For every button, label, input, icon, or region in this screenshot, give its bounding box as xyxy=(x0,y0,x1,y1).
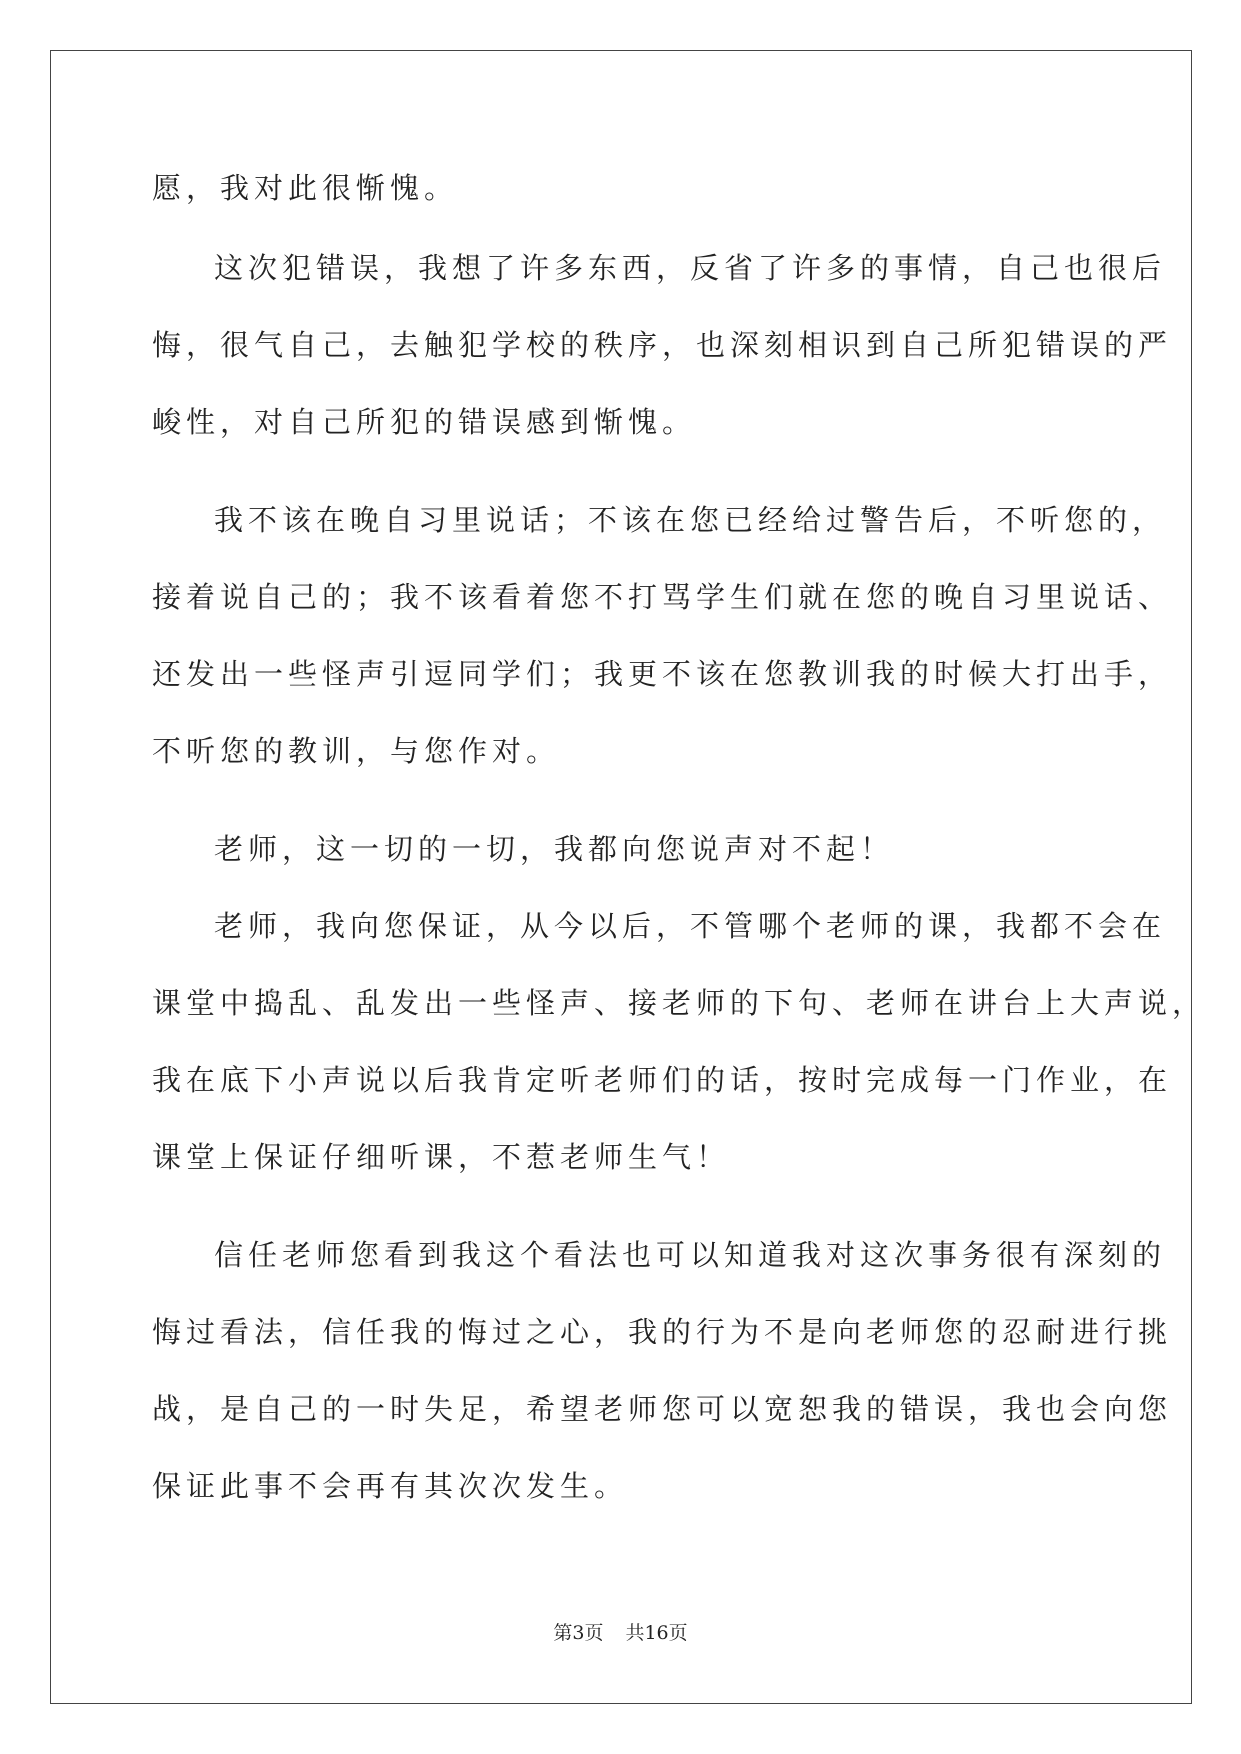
text-line: 悔过看法，信任我的悔过之心，我的行为不是向老师您的忍耐进行挑 xyxy=(152,1315,1173,1349)
paragraph-first-line: 老师，这一切的一切，我都向您说声对不起！ xyxy=(214,832,895,866)
paragraph-first-line: 老师，我向您保证，从今以后，不管哪个老师的课，我都不会在 xyxy=(214,909,1167,943)
text-line: 悔，很气自己，去触犯学校的秩序，也深刻相识到自己所犯错误的严 xyxy=(152,328,1173,362)
page-total: 共16页 xyxy=(625,1622,688,1644)
paragraph-first-line: 我不该在晚自习里说话；不该在您已经给过警告后，不听您的， xyxy=(214,503,1167,537)
text-line: 不听您的教训，与您作对。 xyxy=(152,734,561,768)
paragraph-first-line: 这次犯错误，我想了许多东西，反省了许多的事情，自己也很后 xyxy=(214,251,1167,285)
page-footer xyxy=(0,1621,1241,1645)
page-number: 第3页 xyxy=(553,1622,604,1644)
paragraph-first-line: 信任老师您看到我这个看法也可以知道我对这次事务很有深刻的 xyxy=(214,1238,1167,1272)
text-line: 愿，我对此很惭愧。 xyxy=(152,171,459,205)
text-line: 课堂中捣乱、乱发出一些怪声、接老师的下句、老师在讲台上大声说， xyxy=(152,986,1207,1020)
text-line: 课堂上保证仔细听课，不惹老师生气！ xyxy=(152,1140,731,1174)
text-line: 保证此事不会再有其次次发生。 xyxy=(152,1469,629,1503)
text-line: 接着说自己的；我不该看着您不打骂学生们就在您的晚自习里说话、 xyxy=(152,580,1173,614)
text-line: 战，是自己的一时失足，希望老师您可以宽恕我的错误，我也会向您 xyxy=(152,1392,1173,1426)
text-line: 我在底下小声说以后我肯定听老师们的话，按时完成每一门作业，在 xyxy=(152,1063,1173,1097)
page-border xyxy=(50,50,1192,1704)
text-line: 还发出一些怪声引逗同学们；我更不该在您教训我的时候大打出手， xyxy=(152,657,1173,691)
text-line: 峻性，对自己所犯的错误感到惭愧。 xyxy=(152,405,697,439)
